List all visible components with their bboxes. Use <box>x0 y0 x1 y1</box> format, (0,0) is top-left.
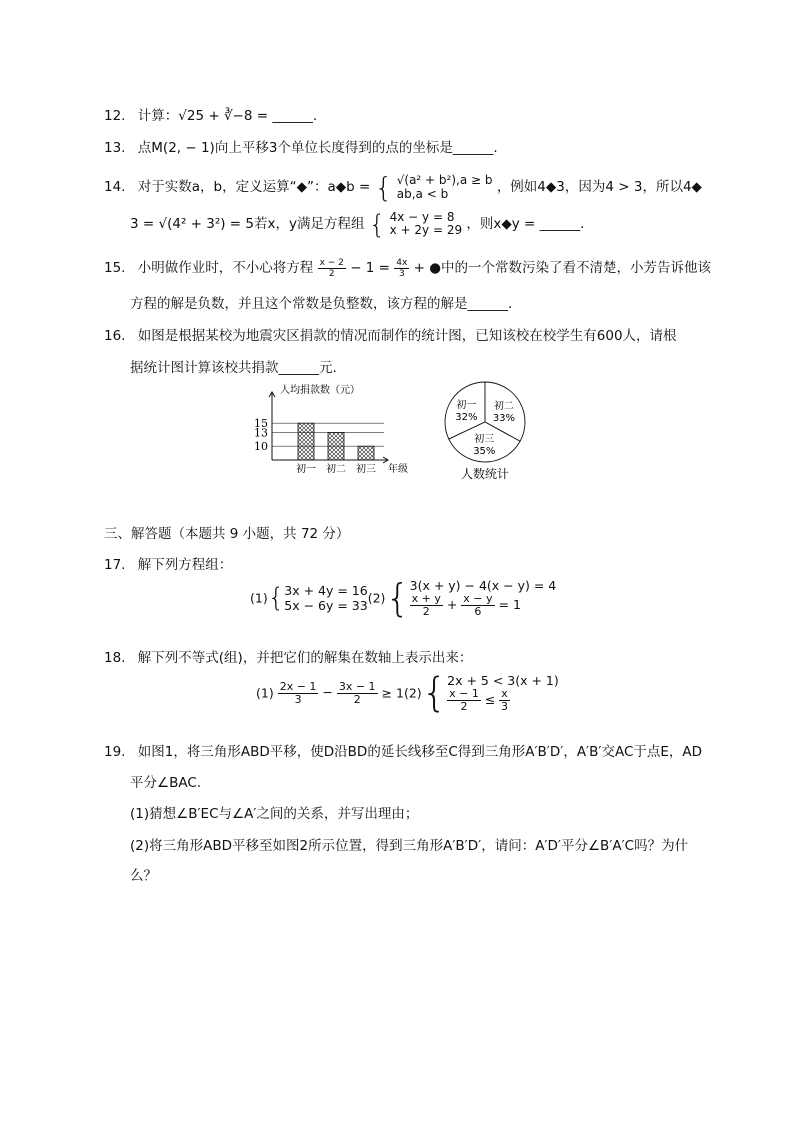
inequality: 2x + 5 < 3(x + 1) <box>447 673 559 688</box>
equation: 3x + 4y = 16 <box>284 583 368 598</box>
equation-middle: − 1 = <box>350 260 390 276</box>
question-text-b: + ●中的一个常数污染了看不清楚，小芳告诉他该 <box>413 260 712 276</box>
brace-icon: { <box>368 210 386 240</box>
question-14 <box>104 171 702 204</box>
case-2: ab,a < b <box>396 187 449 201</box>
brace-icon: { <box>421 670 448 716</box>
fraction <box>278 681 319 706</box>
pie-value-label: 33% <box>492 412 516 424</box>
question-19-line-2 <box>130 771 201 791</box>
equation-2: x + 2y = 29 <box>389 223 463 237</box>
denominator: 3 <box>294 692 302 706</box>
pie-label: 初二 <box>493 400 514 412</box>
question-text-1: 如图1，将三角形ABD平移，使D沿BD的延长线移至C得到三角形A′B′D′，A′B′交AC于点E，AD <box>137 744 703 760</box>
pie-label: 初一 <box>456 400 477 412</box>
question-15 <box>104 256 711 279</box>
question-text: 解下列不等式(组)，并把它们的解集在数轴上表示出来： <box>137 650 473 666</box>
y-tick-label: 15 <box>254 417 268 431</box>
question-12 <box>104 104 317 124</box>
case-1: √(a² + b²),a ≥ b <box>396 173 493 187</box>
bar-初一 <box>298 423 314 460</box>
question-number: 12. <box>104 108 126 124</box>
x-tick-label: 初三 <box>356 464 376 475</box>
fraction <box>499 688 510 713</box>
question-text-a: 小明做作业时，不小心将方程 <box>137 260 314 276</box>
fraction <box>461 593 494 618</box>
question-text: 点M(2, − 1)向上平移3个单位长度得到的点的坐标是______. <box>137 140 498 156</box>
question-14-line-2 <box>130 210 584 240</box>
piecewise-cases <box>397 173 493 201</box>
denominator: 3 <box>501 700 509 713</box>
fraction <box>394 258 409 279</box>
inequality-fraction-row <box>447 688 559 713</box>
question-text-c: 3 = √(4² + 3²) = 5若x，y满足方程组 <box>130 216 365 232</box>
pie-chart <box>440 375 550 490</box>
denominator: 2 <box>422 605 430 618</box>
question-19 <box>104 740 702 760</box>
section-heading <box>104 522 349 542</box>
pie-value-label: 35% <box>473 445 496 457</box>
denominator: 6 <box>474 605 482 618</box>
question-text-b: ，例如4◆3，因为4 > 3，所以4◆ <box>496 179 702 195</box>
fraction <box>410 593 443 618</box>
question-text-b: 据统计图计算该校共捐款______元. <box>130 360 337 376</box>
y-tick-label: 13 <box>254 426 268 440</box>
question-text: 计算：√25 + ∛−8 = ______. <box>137 108 318 124</box>
question-number: 14. <box>104 179 126 195</box>
question-text-3: (1)猜想∠B′EC与∠A′之间的关系，并写出理由； <box>130 806 419 822</box>
fraction <box>447 688 481 713</box>
question-13 <box>104 136 498 156</box>
question-number: 15. <box>104 260 126 276</box>
question-number: 16. <box>104 328 126 344</box>
bar-初三 <box>358 446 374 460</box>
question-17 <box>104 553 232 573</box>
numerator: 2x − 1 <box>279 679 317 693</box>
equation: 3(x + y) − 4(x − y) = 4 <box>409 578 557 593</box>
q17-equations <box>250 576 556 620</box>
fraction <box>318 258 346 279</box>
inequality-system <box>447 673 559 713</box>
denominator: 2 <box>328 268 335 279</box>
question-18 <box>104 646 472 666</box>
brace-icon: { <box>374 171 393 204</box>
inequality-rhs: ≥ 1 <box>381 685 404 701</box>
question-number: 18. <box>104 650 126 666</box>
part-label: (1) <box>250 590 268 606</box>
numerator: x + y <box>411 592 441 605</box>
question-text-4: (2)将三角形ABD平移至如图2所示位置，得到三角形A′B′D′，请问：A′D′平分∠B′A′C吗？为什 <box>130 838 689 854</box>
question-text-c: 方程的解是负数，并且这个常数是负整数，该方程的解是______. <box>130 296 513 312</box>
equation-rhs: = 1 <box>498 597 521 612</box>
numerator: 3x − 1 <box>338 679 376 693</box>
question-text-d: ，则x◆y = ______. <box>466 216 585 232</box>
x-tick-label: 初二 <box>326 464 346 475</box>
x-axis-label: 年级 <box>388 464 408 475</box>
equation-1: 4x − y = 8 <box>389 210 455 224</box>
section-title: 三、解答题（本题共 9 小题，共 72 分） <box>104 526 350 542</box>
inequality-sign: ≤ <box>484 692 496 707</box>
equation-system <box>390 211 462 237</box>
pie-label: 初三 <box>474 433 495 445</box>
question-19-line-5 <box>130 864 157 884</box>
x-tick-label: 初一 <box>296 464 316 475</box>
numerator: x − 1 <box>449 687 479 700</box>
question-text-a: 如图是根据某校为地震灾区捐款的情况而制作的统计图，已知该校在校学生有600人，请根 <box>137 328 677 344</box>
equation-system-2 <box>410 578 557 618</box>
brace-icon: { <box>267 583 285 613</box>
numerator: x <box>501 687 508 700</box>
part-label: (1) <box>256 685 274 701</box>
question-text-a: 对于实数a，b，定义运算“◆”：a◆b = <box>137 179 371 195</box>
question-text: 解下列方程组： <box>137 557 233 573</box>
equation: 5x − 6y = 33 <box>284 598 368 613</box>
numerator: 4x <box>396 257 408 268</box>
question-16 <box>104 324 677 344</box>
question-16-line-2 <box>130 356 337 376</box>
part-label: (2) <box>403 685 422 701</box>
pie-value-label: 32% <box>455 412 478 424</box>
denominator: 3 <box>398 268 405 279</box>
fraction <box>337 681 378 706</box>
equation-system-1 <box>284 583 367 613</box>
question-number: 13. <box>104 140 126 156</box>
equation-fraction-row: $\frac{x + y}{2}$ + $\frac{x - y}{6}$ = 1 <box>411 592 521 618</box>
bar-chart <box>240 380 420 480</box>
question-19-part-2 <box>130 834 688 854</box>
question-text-5: 么？ <box>130 868 157 884</box>
bar-初二 <box>328 432 344 460</box>
part-label: (2) <box>367 590 386 606</box>
question-15-line-2 <box>130 292 512 312</box>
numerator: x − 2 <box>319 257 344 268</box>
q18-inequalities: (1) $\frac{2x - 1}{3}$ − $\frac{3x - 1}{2}$ ≥ 1(2){ 2x + 5 < 3(x + 1) $\frac{x - 1}{2}$ ≤ $\frac{x}{3}$ <box>256 670 559 716</box>
denominator: 2 <box>460 700 468 713</box>
y-tick-label: 10 <box>254 440 268 454</box>
y-axis-label: 人均捐款数（元） <box>280 385 360 396</box>
pie-title: 人数统计 <box>460 467 510 481</box>
question-19-part-1 <box>130 802 418 822</box>
question-number: 19. <box>104 744 126 760</box>
denominator: 2 <box>353 692 361 706</box>
numerator: x − y <box>463 592 493 605</box>
question-number: 17. <box>104 557 126 573</box>
question-text-2: 平分∠BAC. <box>130 775 202 791</box>
brace-icon: { <box>385 576 410 620</box>
